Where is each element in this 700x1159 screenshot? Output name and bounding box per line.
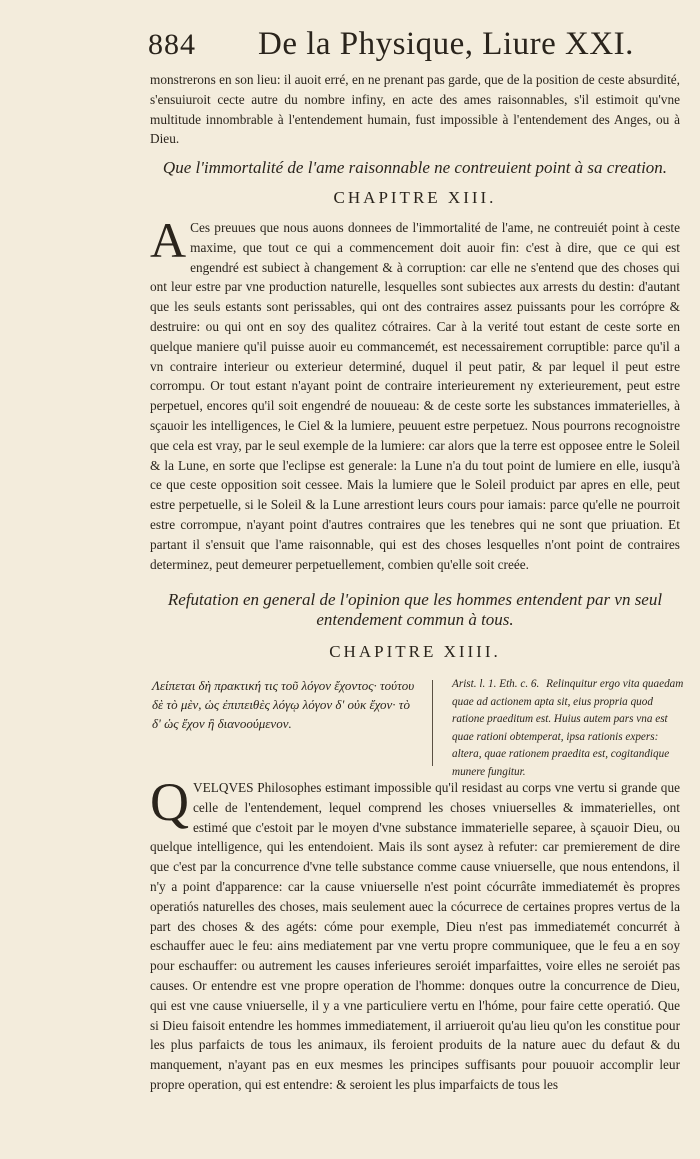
page-header	[148, 28, 668, 72]
section-13-paragraph: Ces preuues que nous auons donnees de l'immortalité de l'ame, ne contreuiét point à ceste maxime, que tout ce qui a commencement doit auoir fin: c'est à dire, que ce qui est engendré est subiect à changement & à corruption: car elle ne s'entend que des choses qui ont leur estre par vne production naturelle, lesquelles sont subiectes aux arrests du destin: d'autant que les seuls estants sont perissables, qui ont des contraires assez puissants pour les corrópre & destruire: ou qui ont en soy des qualitez cótraires. Car à la verité tout estant de ceste sorte en quelque maniere qu'il puisse auoir eu commancemét, est necessairement corruptible: parce qu'il a vn contraire interieur ou exterieur determiné, duquel il peut patir, & par lequel il peut estre corrompu. Or tout estant n'ayant point de contraire interieurement ny exterieurement, peut estre perpetuel, encores qu'il soit engendré de nouueau: & de ceste sorte les substances immaterielles, à sçauoir les intelligences, le Ciel & la lumiere, peuuent estre perpetuez. Nous pourrons recognoistre que cela est vray, par le seul exemple de la lumiere: car alors que la terre est opposee entre le Soleil & la Lune, en sorte que l'eclipse est generale: la Lune n'a du tout point de lumiere en elle, iusqu'à ce que ceste opposition soit cessee. Mais la lumiere que le Soleil produict par apres en elle, peut estre perpetuelle, si le Soleil & la Lune arrestiont leurs cours pour iamais: parce qu'elle ne pourroit estre corrompue, n'ayant point d'autres contraires que les tenebres qui ne sont que priuation. Et partant il s'ensuit que l'ame raisonnable, qui est des choses lesquelles n'ont point de contraires determinez, peut demeurer perpetuellement, combien qu'elle soit creée.	[150, 220, 680, 572]
chapter-14-title: CHAPITRE XIIII.	[329, 642, 501, 661]
page-number: 884	[148, 28, 196, 61]
section-14-body	[150, 772, 680, 1095]
section-14-text-wrap	[150, 772, 680, 1095]
section-13-body	[150, 212, 680, 574]
intro-block	[150, 70, 680, 149]
greek-quote: Λείπεται δὴ πρακτική τις τοῦ λόγον ἔχοντος· τούτου δὲ τὸ μὲν, ὡς ἐπιπειθὲς λόγῳ λόγον δ' οὐκ ἔχον· τὸ δ' ὡς ἔχον ἢ διανοούμενον.	[152, 678, 415, 731]
section-13	[150, 158, 680, 574]
section-14-heading-line1: Refutation en general de l'opinion que les hommes entendent par vn seul	[167, 590, 663, 609]
latin-quote: Relinquitur ergo vita quaedam quae ad actionem apta sit, eius propria quod ratione praeditum est. Huius autem pars vna est quae rationi obtemperat, ipsa rationis expers: altera, quae rationem praedita est, cogitandique munere fungitur.	[452, 678, 684, 778]
chapter-13-title: CHAPITRE XIII.	[333, 188, 497, 207]
running-title: De la Physique, Liure XXI.	[258, 26, 634, 62]
section-14-header	[150, 590, 680, 662]
section-13-heading: Que l'immortalité de l'ame raisonnable ne contreuient point à sa creation.	[162, 158, 668, 177]
quote-divider	[432, 680, 433, 766]
dropcap-q: Q	[150, 772, 189, 832]
section-14-heading-line2: entendement commun à tous.	[316, 610, 514, 629]
section-14-paragraph: VELQVES Philosophes estimant impossible qu'il residast au corps vne vertu si grande que celle de l'entendement, lequel comprend les choses vniuerselles & immaterielles, ont estimé que c'estoit par le moyen d'vne substance immaterielle separee, à sçauoir Dieu, ou quelque intelligence, qui les entendoient. Mais ils sont aysez à refuter: car premierement de dire que c'est par la concurrence d'vne telle substance comme cause vniuerselle, que nous entendons, il n'y a point d'apparence: car la cause vniuerselle n'est point cócurrâte immediatemét ès propres operatiós naturelles des choses, mais seulement auec la cócurrece de certaines propres vertus de la part des choses & des agéts: cóme pour exemple, Dieu n'est pas immediatemét concurrét à eschauffer auec le feu: ains mediatement par vne vertu propre communiquee, que le feu a en soy pour eschauffer: ou autrement les causes inferieures seroiét imparfaittes, voire elles ne seroiét pas causes. Or entendre est vne propre operation de l'homme: donques outre la concurrence de Dieu, qui est vne cause vniuerselle, il y a vne particuliere vertu en l'hóme, pour faire cette operatió. Que si Dieu faisoit entendre les hommes immediatement, il arriueroit qu'au lieu qu'on les constitue pour les plus parfaicts de tous les animaux, ils feroient produits de la nature auec du defaut & du manquement, n'ayant pas en eux mesmes les principes suffisants pour pouuoir accomplir leur propre operation, qui est entendre: & seroient les plus imparfaicts de tous les	[150, 780, 680, 1092]
latin-reference: Arist. l. 1. Eth. c. 6.	[452, 678, 540, 690]
latin-quote-block	[452, 676, 684, 781]
intro-paragraph: monstrerons en son lieu: il auoit erré, en ne prenant pas garde, que de la position de ceste absurdité, s'ensuiuroit cecte autre du nombre infiny, en acte des ames raisonnables, s'il estimoit qu'vne multitude innombrable à l'entendement humain, fust impossible à l'entendement des Anges, ou à Dieu.	[150, 72, 680, 147]
dropcap-a: A	[150, 212, 187, 268]
quote-block	[152, 676, 682, 776]
